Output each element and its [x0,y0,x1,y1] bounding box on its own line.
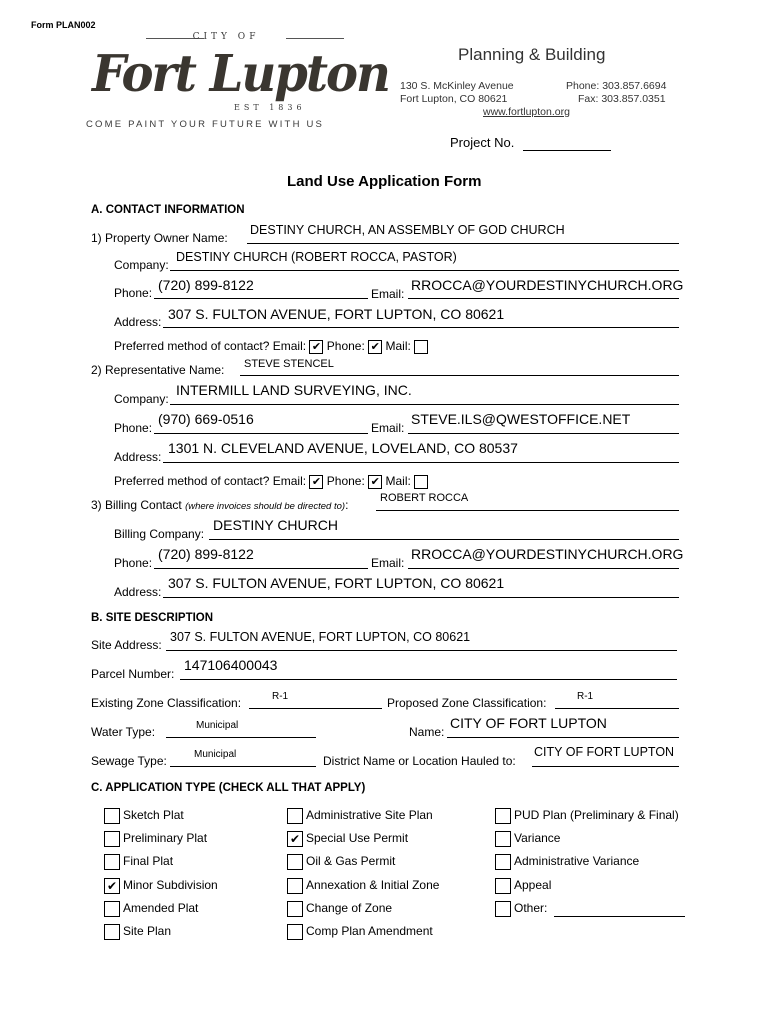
district-field[interactable] [532,766,679,767]
billing-phone-label: Phone: [114,556,153,570]
parcel-field[interactable] [180,679,677,680]
department-name: Planning & Building [458,45,606,64]
app-type-label: Preliminary Plat [123,831,208,845]
owner-company-label: Company: [114,258,169,272]
app-type-label: PUD Plan (Preliminary & Final) [514,808,679,822]
district-value: CITY OF FORT LUPTON [534,745,675,759]
sewage-type-label: Sewage Type: [91,754,167,768]
rep-address-field[interactable] [163,462,679,463]
logo-tagline: COME PAINT YOUR FUTURE WITH US [86,119,325,130]
water-type-value: Municipal [196,720,239,731]
owner-address-label: Address: [114,315,162,329]
owner-pref-phone-checkbox[interactable]: ✔ [368,340,382,354]
billing-email-label: Email: [371,556,405,570]
rep-pref-email-checkbox[interactable]: ✔ [309,475,323,489]
app-type-label: Variance [514,831,561,845]
rep-email-label: Email: [371,421,405,435]
rep-phone-value: (970) 669-0516 [158,411,254,427]
billing-phone-field[interactable] [154,568,368,569]
existing-zone-value: R-1 [272,691,289,702]
app-type-label: Amended Plat [123,901,199,915]
app-type-checkbox[interactable] [495,854,511,870]
app-type-checkbox[interactable] [495,831,511,847]
billing-company-label: Billing Company: [114,527,205,541]
app-type-label: Administrative Site Plan [306,808,433,822]
owner-name-value: DESTINY CHURCH, AN ASSEMBLY OF GOD CHURCH [250,223,565,237]
app-type-checkbox[interactable]: ✔ [287,831,303,847]
office-fax: Fax: 303.857.0351 [578,93,666,105]
owner-phone-label: Phone: [114,286,153,300]
section-b-heading: B. SITE DESCRIPTION [91,612,214,624]
app-type-label: Appeal [514,878,552,892]
app-type-label: Oil & Gas Permit [306,854,396,868]
app-type-checkbox[interactable] [287,901,303,917]
site-address-label: Site Address: [91,638,162,652]
owner-name-field[interactable] [247,243,679,244]
water-name-label: Name: [409,725,445,739]
pref-phone-label: Phone: [326,474,365,488]
billing-name-value: ROBERT ROCCA [380,492,469,504]
billing-contact-label: 3) Billing Contact (where invoices should be directed to): [91,498,349,512]
owner-email-label: Email: [371,287,405,301]
app-type-label: Comp Plan Amendment [306,924,433,938]
app-type-label: Sketch Plat [123,808,184,822]
form-title: Land Use Application Form [287,173,482,190]
pref-email-label: Preferred method of contact? Email: [114,474,307,488]
app-type-label: Other: [514,901,548,915]
existing-zone-label: Existing Zone Classification: [91,696,242,710]
app-type-label: Special Use Permit [306,831,409,845]
pref-mail-label: Mail: [385,474,411,488]
project-no-field[interactable] [523,150,611,151]
rep-address-label: Address: [114,450,162,464]
app-type-checkbox[interactable] [287,808,303,824]
owner-email-field[interactable] [408,298,679,299]
owner-pref-email-checkbox[interactable]: ✔ [309,340,323,354]
owner-pref-mail-checkbox[interactable] [414,340,428,354]
owner-phone-value: (720) 899-8122 [158,277,254,293]
rep-pref-mail-checkbox[interactable] [414,475,428,489]
sewage-type-field[interactable] [170,766,316,767]
billing-company-value: DESTINY CHURCH [213,517,338,533]
rep-name-field[interactable] [240,375,679,376]
rep-email-field[interactable] [408,433,679,434]
proposed-zone-field[interactable] [555,708,679,709]
proposed-zone-label: Proposed Zone Classification: [387,696,547,710]
logo-est: EST 1836 [234,103,306,112]
app-type-label: Annexation & Initial Zone [306,878,440,892]
rep-email-value: STEVE.ILS@QWESTOFFICE.NET [411,411,631,427]
billing-phone-value: (720) 899-8122 [158,546,254,562]
app-type-label: Site Plan [123,924,172,938]
app-type-label: Change of Zone [306,901,393,915]
rep-phone-field[interactable] [154,433,368,434]
billing-email-value: RROCCA@YOURDESTINYCHURCH.ORG [411,546,684,562]
app-type-checkbox[interactable] [104,831,120,847]
app-type-checkbox[interactable] [104,854,120,870]
app-type-checkbox[interactable] [104,901,120,917]
owner-phone-field[interactable] [154,298,368,299]
site-address-field[interactable] [166,650,677,651]
app-type-checkbox[interactable] [287,878,303,894]
parcel-label: Parcel Number: [91,667,175,681]
rep-address-value: 1301 N. CLEVELAND AVENUE, LOVELAND, CO 80537 [168,440,518,456]
office-address-line1: 130 S. McKinley Avenue [400,80,514,92]
app-type-checkbox[interactable] [287,854,303,870]
water-type-field[interactable] [166,737,316,738]
city-logo [86,32,389,138]
rep-pref-contact [114,474,428,489]
section-c-heading: C. APPLICATION TYPE (CHECK ALL THAT APPLY) [91,782,366,794]
office-phone: Phone: 303.857.6694 [566,80,667,92]
app-type-checkbox[interactable] [495,901,511,917]
billing-name-field[interactable] [376,510,679,511]
parcel-value: 147106400043 [184,657,278,673]
rep-name-label: 2) Representative Name: [91,363,225,377]
office-address-line2: Fort Lupton, CO 80621 [400,93,508,105]
billing-email-field[interactable] [408,568,679,569]
water-type-label: Water Type: [91,725,156,739]
app-type-label: Final Plat [123,854,174,868]
existing-zone-field[interactable] [249,708,382,709]
rep-pref-phone-checkbox[interactable]: ✔ [368,475,382,489]
app-type-checkbox[interactable] [495,878,511,894]
billing-company-field[interactable] [209,539,679,540]
owner-company-field[interactable] [170,270,679,271]
rep-company-value: INTERMILL LAND SURVEYING, INC. [176,382,412,398]
app-type-checkbox[interactable]: ✔ [104,878,120,894]
billing-label: 3) Billing Contact [91,498,182,512]
app-type-checkbox[interactable] [495,808,511,824]
pref-phone-label: Phone: [326,339,365,353]
app-type-checkbox[interactable] [287,924,303,940]
proposed-zone-value: R-1 [577,691,594,702]
pref-email-label: Preferred method of contact? Email: [114,339,307,353]
project-no-label: Project No. [450,135,515,150]
sewage-type-value: Municipal [194,749,237,760]
rep-company-field[interactable] [170,404,679,405]
water-name-field[interactable] [447,737,679,738]
form-id: Form PLAN002 [31,20,96,30]
logo-name: Fort Lupton [92,44,389,104]
other-field[interactable] [554,916,685,917]
logo-city-of: CITY OF [192,32,260,42]
owner-company-value: DESTINY CHURCH (ROBERT ROCCA, PASTOR) [176,250,457,264]
district-label: District Name or Location Hauled to: [323,754,516,768]
owner-name-label: 1) Property Owner Name: [91,231,228,245]
app-type-checkbox[interactable] [104,924,120,940]
owner-pref-contact [114,339,428,354]
billing-address-field[interactable] [163,597,679,598]
pref-mail-label: Mail: [385,339,411,353]
owner-email-value: RROCCA@YOURDESTINYCHURCH.ORG [411,277,684,293]
rep-company-label: Company: [114,392,169,406]
rep-phone-label: Phone: [114,421,153,435]
water-name-value: CITY OF FORT LUPTON [450,715,607,731]
owner-address-field[interactable] [163,327,679,328]
website-link[interactable]: www.fortlupton.org [483,106,570,118]
billing-address-label: Address: [114,585,162,599]
rep-name-value: STEVE STENCEL [244,358,334,370]
section-a-heading: A. CONTACT INFORMATION [91,204,245,216]
billing-address-value: 307 S. FULTON AVENUE, FORT LUPTON, CO 80621 [168,575,505,591]
app-type-label: Minor Subdivision [123,878,218,892]
site-address-value: 307 S. FULTON AVENUE, FORT LUPTON, CO 80621 [170,630,471,644]
billing-note: (where invoices should be directed to) [185,501,346,512]
app-type-checkbox[interactable] [104,808,120,824]
owner-address-value: 307 S. FULTON AVENUE, FORT LUPTON, CO 80621 [168,306,505,322]
app-type-label: Administrative Variance [514,854,640,868]
